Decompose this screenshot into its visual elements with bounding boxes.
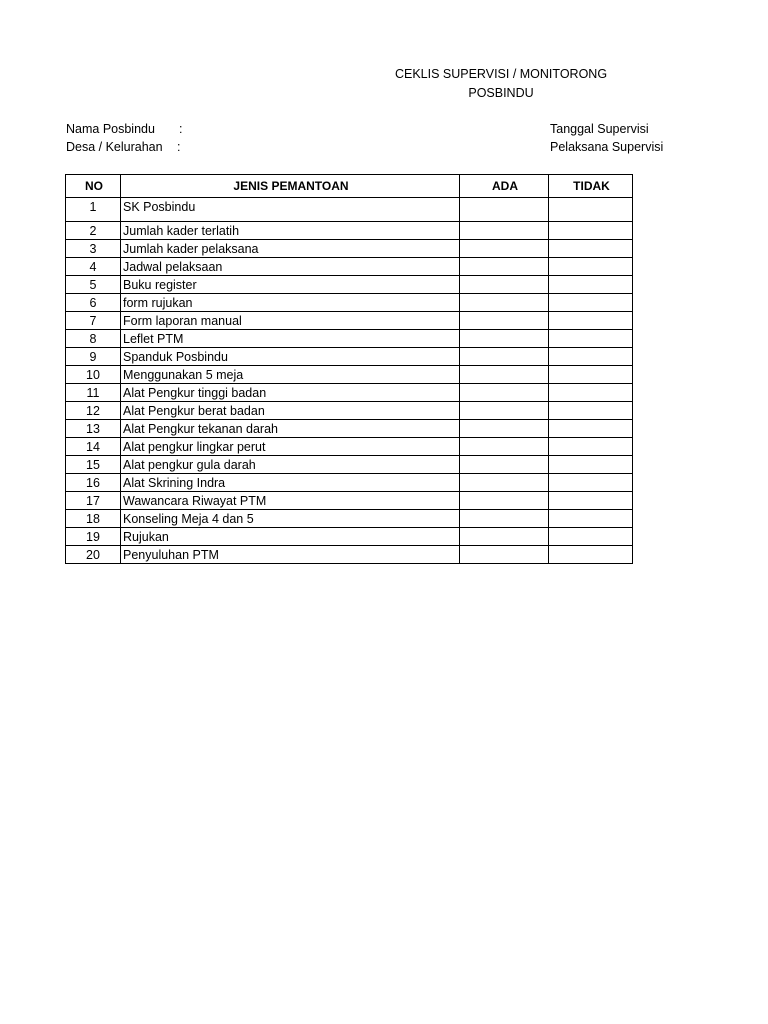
row-number: 20 (66, 546, 121, 564)
desa-kelurahan-colon: : (177, 140, 181, 154)
document-title: CEKLIS SUPERVISI / MONITORONG (394, 67, 608, 81)
ada-checkbox-cell[interactable] (460, 294, 549, 312)
tidak-checkbox-cell[interactable] (549, 366, 633, 384)
row-item-label: form rujukan (121, 294, 460, 312)
row-item-label: Alat pengkur lingkar perut (121, 438, 460, 456)
row-item-label: Jumlah kader terlatih (121, 222, 460, 240)
row-number: 6 (66, 294, 121, 312)
table-row (66, 240, 633, 258)
row-item-label: Leflet PTM (121, 330, 460, 348)
table-row (66, 420, 633, 438)
row-item-label: Rujukan (121, 528, 460, 546)
row-number: 5 (66, 276, 121, 294)
checklist-table (65, 174, 633, 564)
row-item-label: Menggunakan 5 meja (121, 366, 460, 384)
tidak-checkbox-cell[interactable] (549, 258, 633, 276)
tidak-checkbox-cell[interactable] (549, 546, 633, 564)
column-header-tidak: TIDAK (549, 175, 633, 198)
row-item-label: Form laporan manual (121, 312, 460, 330)
ada-checkbox-cell[interactable] (460, 330, 549, 348)
nama-posbindu-label: Nama Posbindu (66, 122, 155, 136)
table-row (66, 492, 633, 510)
ada-checkbox-cell[interactable] (460, 510, 549, 528)
row-item-label: Alat Pengkur tekanan darah (121, 420, 460, 438)
row-item-label: Penyuluhan PTM (121, 546, 460, 564)
tidak-checkbox-cell[interactable] (549, 420, 633, 438)
ada-checkbox-cell[interactable] (460, 528, 549, 546)
row-item-label: Buku register (121, 276, 460, 294)
tidak-checkbox-cell[interactable] (549, 384, 633, 402)
row-number: 10 (66, 366, 121, 384)
desa-kelurahan-label: Desa / Kelurahan (66, 140, 163, 154)
row-number: 19 (66, 528, 121, 546)
column-header-no: NO (66, 175, 121, 198)
table-row (66, 402, 633, 420)
ada-checkbox-cell[interactable] (460, 492, 549, 510)
row-item-label: Wawancara Riwayat PTM (121, 492, 460, 510)
row-item-label: Alat Pengkur tinggi badan (121, 384, 460, 402)
row-number: 8 (66, 330, 121, 348)
ada-checkbox-cell[interactable] (460, 474, 549, 492)
tidak-checkbox-cell[interactable] (549, 276, 633, 294)
row-number: 17 (66, 492, 121, 510)
column-header-jenis-pemantoan: JENIS PEMANTOAN (121, 175, 460, 198)
ada-checkbox-cell[interactable] (460, 384, 549, 402)
row-number: 14 (66, 438, 121, 456)
table-row (66, 366, 633, 384)
row-item-label: Konseling Meja 4 dan 5 (121, 510, 460, 528)
nama-posbindu-colon: : (179, 122, 183, 136)
table-row (66, 348, 633, 366)
tanggal-supervisi-label: Tanggal Supervisi (550, 122, 649, 136)
row-item-label: Alat Pengkur berat badan (121, 402, 460, 420)
ada-checkbox-cell[interactable] (460, 312, 549, 330)
ada-checkbox-cell[interactable] (460, 348, 549, 366)
tidak-checkbox-cell[interactable] (549, 492, 633, 510)
tidak-checkbox-cell[interactable] (549, 438, 633, 456)
tidak-checkbox-cell[interactable] (549, 510, 633, 528)
table-row (66, 312, 633, 330)
ada-checkbox-cell[interactable] (460, 456, 549, 474)
tidak-checkbox-cell[interactable] (549, 330, 633, 348)
table-row (66, 528, 633, 546)
row-item-label: Alat pengkur gula darah (121, 456, 460, 474)
row-item-label: Jadwal pelaksaan (121, 258, 460, 276)
tidak-checkbox-cell[interactable] (549, 198, 633, 222)
tidak-checkbox-cell[interactable] (549, 402, 633, 420)
table-row (66, 294, 633, 312)
row-number: 18 (66, 510, 121, 528)
ada-checkbox-cell[interactable] (460, 240, 549, 258)
ada-checkbox-cell[interactable] (460, 366, 549, 384)
table-row (66, 456, 633, 474)
table-row (66, 474, 633, 492)
ada-checkbox-cell[interactable] (460, 420, 549, 438)
table-row (66, 276, 633, 294)
table-header-row (66, 175, 633, 198)
document-subtitle: POSBINDU (468, 86, 534, 100)
table-row (66, 384, 633, 402)
tidak-checkbox-cell[interactable] (549, 222, 633, 240)
pelaksana-supervisi-label: Pelaksana Supervisi (550, 140, 664, 154)
table-row (66, 198, 633, 222)
tidak-checkbox-cell[interactable] (549, 474, 633, 492)
row-number: 13 (66, 420, 121, 438)
row-item-label: Alat Skrining Indra (121, 474, 460, 492)
ada-checkbox-cell[interactable] (460, 222, 549, 240)
row-item-label: Spanduk Posbindu (121, 348, 460, 366)
ada-checkbox-cell[interactable] (460, 546, 549, 564)
tidak-checkbox-cell[interactable] (549, 294, 633, 312)
row-number: 2 (66, 222, 121, 240)
table-row (66, 438, 633, 456)
ada-checkbox-cell[interactable] (460, 402, 549, 420)
table-row (66, 330, 633, 348)
table-row (66, 222, 633, 240)
row-item-label: SK Posbindu (121, 198, 460, 222)
row-number: 3 (66, 240, 121, 258)
table-row (66, 546, 633, 564)
row-number: 16 (66, 474, 121, 492)
row-number: 9 (66, 348, 121, 366)
tidak-checkbox-cell[interactable] (549, 528, 633, 546)
row-number: 15 (66, 456, 121, 474)
table-row (66, 258, 633, 276)
row-number: 12 (66, 402, 121, 420)
tidak-checkbox-cell[interactable] (549, 312, 633, 330)
ada-checkbox-cell[interactable] (460, 276, 549, 294)
tidak-checkbox-cell[interactable] (549, 348, 633, 366)
column-header-ada: ADA (460, 175, 549, 198)
ada-checkbox-cell[interactable] (460, 198, 549, 222)
tidak-checkbox-cell[interactable] (549, 456, 633, 474)
table-row (66, 510, 633, 528)
row-number: 4 (66, 258, 121, 276)
row-number: 7 (66, 312, 121, 330)
tidak-checkbox-cell[interactable] (549, 240, 633, 258)
row-number: 11 (66, 384, 121, 402)
row-number: 1 (66, 198, 121, 222)
checklist-body (66, 198, 633, 564)
row-item-label: Jumlah kader pelaksana (121, 240, 460, 258)
ada-checkbox-cell[interactable] (460, 258, 549, 276)
ada-checkbox-cell[interactable] (460, 438, 549, 456)
